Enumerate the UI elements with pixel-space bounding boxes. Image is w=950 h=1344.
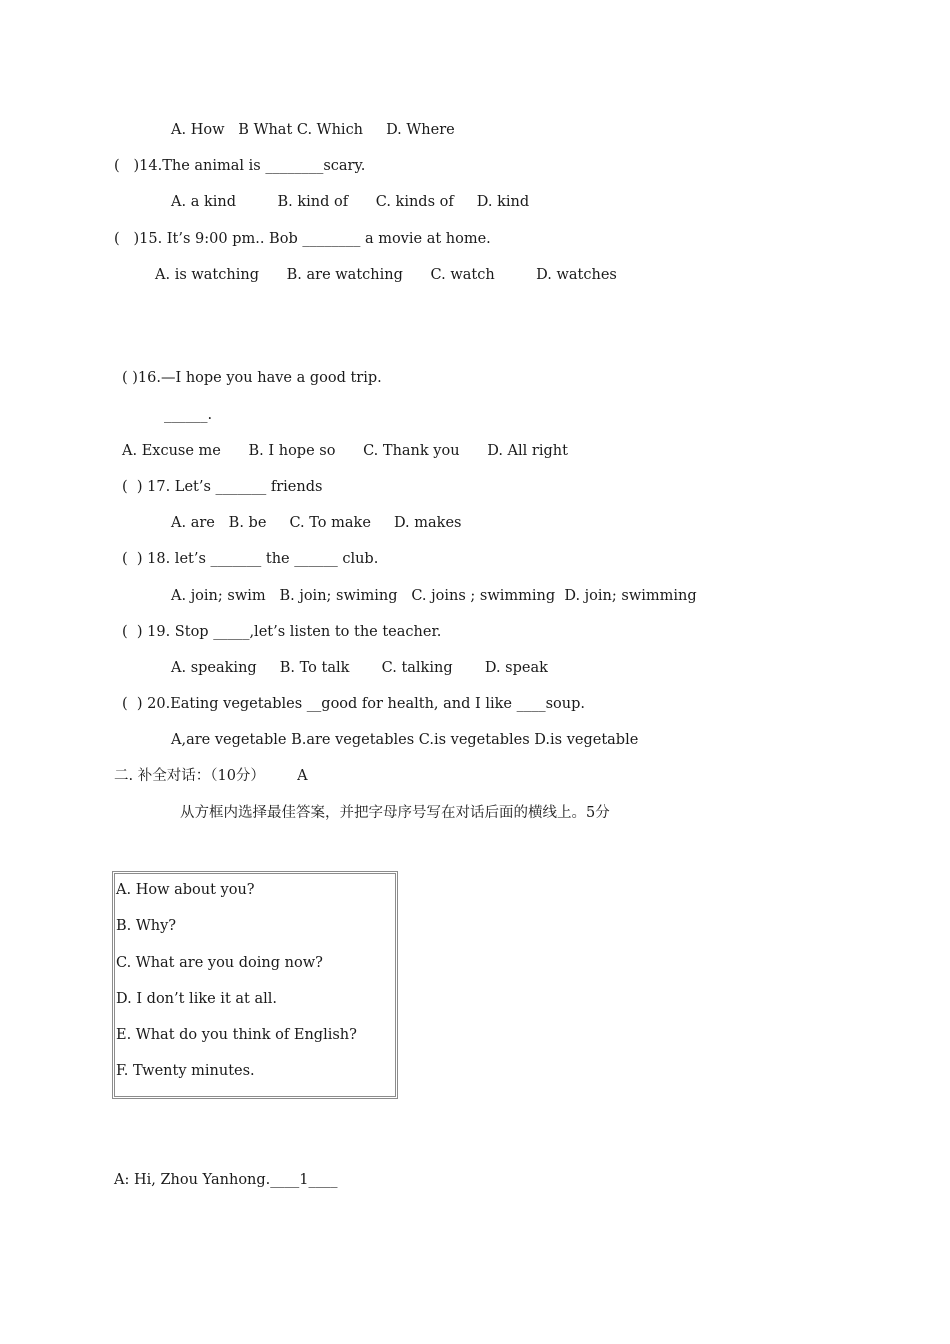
box-option-d: D. I don’t like it at all. xyxy=(116,991,277,1007)
box-option-a: A. How about you? xyxy=(116,882,255,898)
q17-options: A. are B. be C. To make D. makes xyxy=(171,515,462,531)
q16-options: A. Excuse me B. I hope so C. Thank you D. All right xyxy=(122,443,568,459)
answer-options-box xyxy=(112,871,398,1099)
q16-question: ( )16.—I hope you have a good trip. xyxy=(122,370,382,386)
q18-question: ( ) 18. let’s _______ the ______ club. xyxy=(122,551,379,567)
section-two-instruction: 从方框内选择最佳答案，并把字母序号写在对话后面的横线上。5分 xyxy=(180,805,610,821)
q17-question: ( ) 17. Let’s _______ friends xyxy=(122,479,323,495)
q15-question: ( )15. It’s 9:00 pm.. Bob ________ a movie at home. xyxy=(114,231,491,247)
dialogue-line-1: A: Hi, Zhou Yanhong.____1____ xyxy=(114,1172,338,1188)
q19-question: ( ) 19. Stop _____,let’s listen to the teacher. xyxy=(122,624,442,640)
q13-options: A. How B What C. Which D. Where xyxy=(171,122,455,138)
q18-options: A. join; swim B. join; swiming C. joins ; swimming D. join; swimming xyxy=(171,588,697,604)
q20-question: ( ) 20.Eating vegetables __good for health, and I like ____soup. xyxy=(122,696,586,712)
box-option-b: B. Why? xyxy=(116,918,177,934)
q20-options: A,are vegetable B.are vegetables C.is vegetables D.is vegetable xyxy=(171,732,639,748)
q14-question: ( )14.The animal is ________scary. xyxy=(114,158,366,174)
q19-options: A. speaking B. To talk C. talking D. speak xyxy=(171,660,548,676)
q15-options: A. is watching B. are watching C. watch D. watches xyxy=(155,267,617,283)
q16-blank: ______. xyxy=(164,407,213,423)
box-option-f: F. Twenty minutes. xyxy=(116,1063,255,1079)
box-option-e: E. What do you think of English? xyxy=(116,1027,357,1043)
box-option-c: C. What are you doing now? xyxy=(116,955,323,971)
q14-options: A. a kind B. kind of C. kinds of D. kind xyxy=(171,194,530,210)
section-two-heading: 二. 补全对话：（10分） A xyxy=(114,768,308,784)
